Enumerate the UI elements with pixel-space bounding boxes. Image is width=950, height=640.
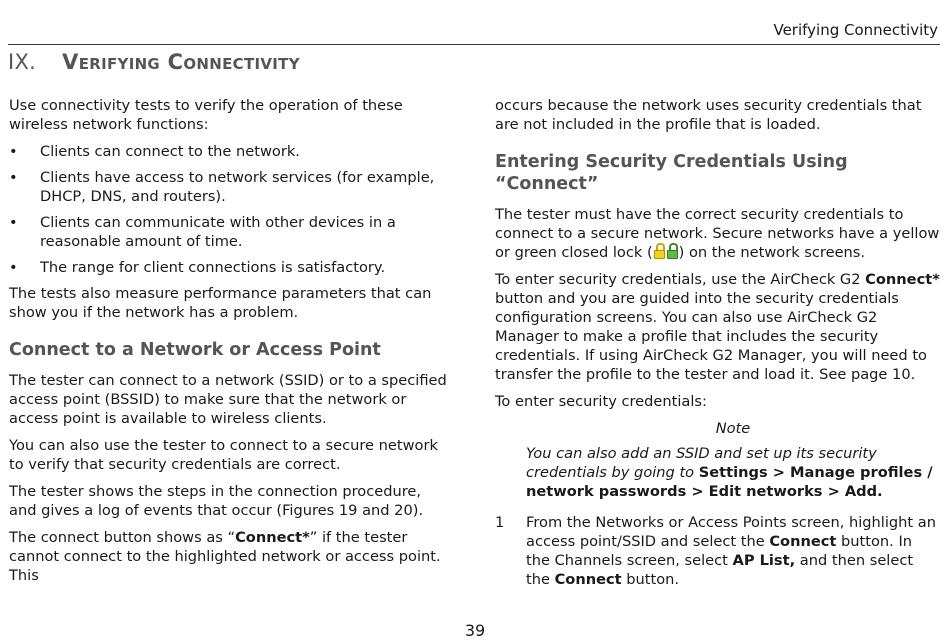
note-title: Note	[715, 420, 751, 437]
bullet-list	[9, 142, 449, 277]
connect-star-label: Connect*	[235, 529, 310, 546]
ap-list-label: AP List,	[732, 552, 796, 569]
section-heading-credentials: Entering Security Credentials Using “Connect”	[495, 152, 848, 194]
paragraph: The tester shows the steps in the connection procedure, and gives a log of events that occur (Figures 19 and 20).	[9, 483, 424, 519]
continued-paragraph: occurs because the network uses security credentials that are not included in the profile that is loaded.	[495, 97, 922, 133]
bullet-text: The range for client connections is satisfactory.	[40, 259, 386, 276]
connect-label: Connect	[769, 533, 837, 550]
page-number: 39	[464, 621, 486, 640]
connect-label: Connect	[554, 571, 622, 588]
left-column	[9, 96, 449, 593]
bullet-text: Clients can communicate with other devices in a reasonable amount of time.	[40, 214, 396, 250]
yellow-lock-icon	[654, 243, 665, 259]
list-item	[9, 213, 449, 251]
section-heading-connect: Connect to a Network or Access Point	[9, 340, 381, 360]
settings-path: Settings > Manage profiles / network passwords > Edit networks > Add.	[526, 464, 933, 500]
bullet-icon: •	[9, 169, 18, 186]
header-rule	[8, 44, 940, 45]
bullet-icon: •	[9, 259, 18, 276]
connect-button-paragraph: The connect button shows as “Connect*” if the tester cannot connect to the highlighted network or access point. This	[9, 529, 441, 584]
running-header: Verifying Connectivity	[773, 21, 938, 39]
bullet-text: Clients have access to network services (for example, DHCP, DNS, and routers).	[40, 169, 435, 205]
chapter-title-text: Verifying Connectivity	[62, 50, 300, 74]
lock-paragraph: The tester must have the correct security credentials to connect to a secure network. Secure networks have a yellow or green closed lock ( ) on the network screens.	[495, 206, 940, 261]
bullet-icon: •	[9, 214, 18, 231]
note-body: You can also add an SSID and set up its security credentials by going to Settings > Manage profiles / network passwords > Edit networks > Add.	[526, 445, 933, 500]
list-item	[9, 142, 449, 161]
list-item	[9, 258, 449, 277]
connect-star-label: Connect*	[865, 271, 940, 288]
performance-paragraph: The tests also measure performance parameters that can show you if the network has a problem.	[9, 285, 432, 321]
paragraph: To enter security credentials:	[495, 393, 707, 410]
right-column	[495, 96, 940, 589]
step-item: 1 From the Networks or Access Points screen, highlight an access point/SSID and select the Connect button. In the Channels screen, select AP List, and then select the Connect button.	[495, 514, 936, 588]
green-lock-icon	[667, 243, 678, 259]
paragraph: You can also use the tester to connect to a secure network to verify that security credentials are correct.	[9, 437, 438, 473]
bullet-icon: •	[9, 143, 18, 160]
list-item	[9, 168, 449, 206]
paragraph: The tester can connect to a network (SSID) or to a specified access point (BSSID) to make sure that the network or access point is available to wireless clients.	[9, 372, 447, 427]
intro-paragraph: Use connectivity tests to verify the operation of these wireless network functions:	[9, 97, 403, 133]
step-number: 1	[495, 514, 505, 531]
bullet-text: Clients can connect to the network.	[40, 143, 300, 160]
chapter-title	[8, 50, 300, 74]
chapter-number: IX.	[8, 50, 37, 74]
credentials-paragraph: To enter security credentials, use the AirCheck G2 Connect* button and you are guided into the security credentials configuration screens. You can also use AirCheck G2 Manager to make a profile that includes the security credentials. If using AirCheck G2 Manager, you will need to transfer the profile to the tester and load it. See page 10.	[495, 271, 940, 383]
